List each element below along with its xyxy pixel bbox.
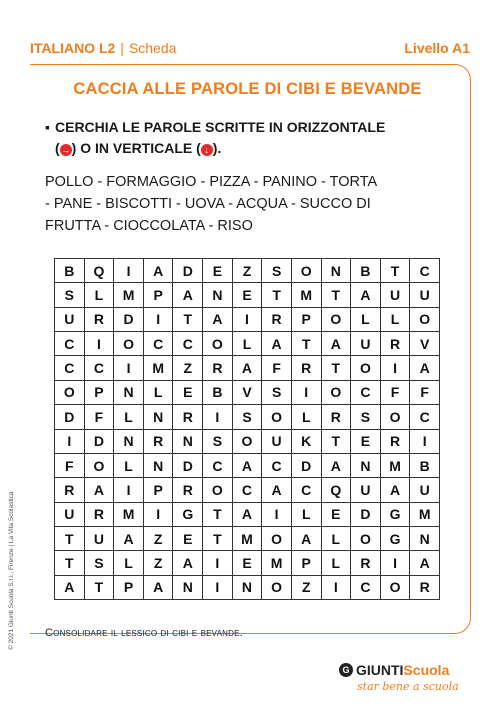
grid-cell[interactable]: O	[292, 259, 322, 283]
grid-cell[interactable]: O	[203, 332, 233, 356]
grid-cell[interactable]: P	[292, 551, 322, 575]
grid-cell[interactable]: I	[203, 551, 233, 575]
grid-cell[interactable]: O	[114, 332, 144, 356]
grid-cell[interactable]: O	[233, 430, 263, 454]
grid-cell[interactable]: E	[233, 551, 263, 575]
grid-cell[interactable]: O	[262, 405, 292, 429]
level-label: Livello A1	[404, 40, 470, 56]
grid-cell[interactable]: A	[144, 576, 174, 600]
grid-cell[interactable]: R	[351, 551, 381, 575]
grid-cell[interactable]: C	[173, 332, 203, 356]
grid-cell[interactable]: C	[262, 454, 292, 478]
grid-cell[interactable]: D	[292, 454, 322, 478]
giunti-logo-icon: G	[339, 663, 353, 677]
grid-cell[interactable]: C	[85, 356, 115, 380]
publisher-logo	[339, 662, 479, 702]
grid-cell[interactable]: D	[173, 259, 203, 283]
grid-cell[interactable]: A	[233, 503, 263, 527]
grid-cell[interactable]: L	[322, 527, 352, 551]
grid-cell[interactable]: C	[410, 405, 440, 429]
word-list	[45, 171, 435, 237]
grid-cell[interactable]: L	[114, 551, 144, 575]
header-left	[30, 40, 176, 56]
grid-cell[interactable]: R	[85, 308, 115, 332]
grid-cell[interactable]: G	[173, 503, 203, 527]
grid-cell[interactable]: U	[55, 308, 85, 332]
grid-cell[interactable]: M	[292, 283, 322, 307]
grid-cell[interactable]: N	[114, 430, 144, 454]
grid-cell[interactable]: R	[173, 405, 203, 429]
grid-cell[interactable]: L	[381, 308, 411, 332]
instruction	[45, 117, 455, 159]
grid-cell[interactable]: I	[144, 503, 174, 527]
grid-cell[interactable]: G	[381, 527, 411, 551]
grid-cell[interactable]: C	[203, 454, 233, 478]
grid-cell[interactable]: N	[322, 259, 352, 283]
arrow-down-icon: ↓	[201, 144, 213, 156]
grid-cell[interactable]: A	[233, 454, 263, 478]
grid-cell[interactable]: D	[351, 503, 381, 527]
grid-cell[interactable]: D	[173, 454, 203, 478]
grid-cell[interactable]: S	[85, 551, 115, 575]
grid-cell[interactable]: Z	[173, 356, 203, 380]
sheet-type-label: Scheda	[128, 40, 177, 56]
grid-cell[interactable]: T	[55, 551, 85, 575]
grid-cell[interactable]: O	[381, 405, 411, 429]
grid-cell[interactable]: M	[233, 527, 263, 551]
grid-cell[interactable]: A	[292, 527, 322, 551]
grid-cell[interactable]: C	[55, 356, 85, 380]
grid-cell[interactable]: T	[85, 576, 115, 600]
word-search-grid	[54, 258, 440, 600]
grid-cell[interactable]: R	[292, 356, 322, 380]
grid-cell[interactable]: K	[292, 430, 322, 454]
header-separator: |	[120, 40, 124, 56]
grid-cell[interactable]: E	[351, 430, 381, 454]
grid-cell[interactable]: I	[114, 259, 144, 283]
grid-cell[interactable]: F	[381, 381, 411, 405]
grid-cell[interactable]: S	[351, 405, 381, 429]
grid-cell[interactable]: O	[85, 454, 115, 478]
grid-cell[interactable]: I	[322, 576, 352, 600]
logo-brand-bold: GIUNTI	[356, 662, 404, 678]
grid-cell[interactable]: M	[114, 503, 144, 527]
grid-cell[interactable]: A	[85, 478, 115, 502]
grid-cell[interactable]: O	[351, 527, 381, 551]
grid-cell[interactable]: I	[233, 308, 263, 332]
grid-cell[interactable]: O	[262, 576, 292, 600]
grid-cell[interactable]: B	[203, 381, 233, 405]
grid-cell[interactable]: L	[114, 405, 144, 429]
grid-cell[interactable]: T	[292, 332, 322, 356]
grid-cell[interactable]: I	[144, 308, 174, 332]
page-header	[30, 38, 470, 58]
grid-cell[interactable]: E	[233, 283, 263, 307]
grid-cell[interactable]: U	[351, 332, 381, 356]
grid-cell[interactable]: C	[410, 259, 440, 283]
grid-cell[interactable]: L	[114, 454, 144, 478]
grid-cell[interactable]: F	[262, 356, 292, 380]
grid-cell[interactable]: C	[292, 478, 322, 502]
grid-cell[interactable]: I	[203, 576, 233, 600]
grid-cell[interactable]: I	[381, 356, 411, 380]
grid-cell[interactable]: R	[55, 478, 85, 502]
grid-cell[interactable]: T	[203, 527, 233, 551]
grid-cell[interactable]: S	[233, 405, 263, 429]
copyright-notice: © 2021 Giunti Scuola S.r.l., Firenze | La Vita Scolastica	[8, 491, 15, 650]
grid-cell[interactable]: S	[55, 283, 85, 307]
grid-cell[interactable]: L	[85, 283, 115, 307]
word-list-line: FRUTTA - CIOCCOLATA - RISO	[45, 218, 253, 234]
grid-cell[interactable]: C	[351, 381, 381, 405]
grid-cell[interactable]: M	[410, 503, 440, 527]
grid-cell[interactable]: R	[322, 405, 352, 429]
grid-cell[interactable]: O	[203, 478, 233, 502]
grid-cell[interactable]: N	[114, 381, 144, 405]
grid-cell[interactable]: P	[292, 308, 322, 332]
grid-cell[interactable]: M	[262, 551, 292, 575]
grid-cell[interactable]: A	[381, 478, 411, 502]
grid-cell[interactable]: O	[322, 308, 352, 332]
grid-cell[interactable]: V	[233, 381, 263, 405]
grid-cell[interactable]: O	[322, 381, 352, 405]
grid-cell[interactable]: Q	[322, 478, 352, 502]
grid-cell[interactable]: U	[262, 430, 292, 454]
grid-cell[interactable]: L	[351, 308, 381, 332]
grid-cell[interactable]: R	[410, 576, 440, 600]
grid-cell[interactable]: N	[410, 527, 440, 551]
grid-cell[interactable]: S	[262, 381, 292, 405]
grid-cell[interactable]: L	[233, 332, 263, 356]
grid-cell[interactable]: N	[173, 430, 203, 454]
grid-cell[interactable]: S	[203, 430, 233, 454]
grid-cell[interactable]: R	[381, 430, 411, 454]
logo-brand	[339, 662, 479, 678]
grid-cell[interactable]: A	[410, 551, 440, 575]
grid-cell[interactable]: Z	[144, 551, 174, 575]
grid-cell[interactable]: A	[144, 259, 174, 283]
subject-label: ITALIANO L2	[30, 40, 116, 56]
grid-cell[interactable]: P	[144, 283, 174, 307]
grid-cell[interactable]: I	[55, 430, 85, 454]
grid-cell[interactable]: U	[85, 527, 115, 551]
grid-cell[interactable]: U	[381, 283, 411, 307]
grid-cell[interactable]: U	[410, 478, 440, 502]
word-list-line: POLLO - FORMAGGIO - PIZZA - PANINO - TORTA	[45, 174, 378, 190]
grid-cell[interactable]: E	[173, 527, 203, 551]
grid-cell[interactable]: N	[144, 405, 174, 429]
grid-cell[interactable]: U	[410, 283, 440, 307]
grid-cell[interactable]: R	[85, 503, 115, 527]
grid-cell[interactable]: R	[173, 478, 203, 502]
grid-cell[interactable]: D	[114, 308, 144, 332]
grid-cell[interactable]: I	[262, 503, 292, 527]
grid-cell[interactable]: I	[292, 381, 322, 405]
grid-cell[interactable]: R	[381, 332, 411, 356]
grid-cell[interactable]: O	[55, 381, 85, 405]
grid-cell[interactable]: T	[173, 308, 203, 332]
grid-cell[interactable]: L	[292, 503, 322, 527]
grid-cell[interactable]: I	[381, 551, 411, 575]
grid-cell[interactable]: I	[203, 405, 233, 429]
grid-cell[interactable]: A	[173, 283, 203, 307]
grid-cell[interactable]: L	[292, 405, 322, 429]
instruction-line-2: ( → ) O IN VERTICALE ( ↓ ).	[55, 140, 222, 156]
grid-cell[interactable]: P	[114, 576, 144, 600]
grid-cell[interactable]: S	[262, 259, 292, 283]
grid-cell[interactable]: M	[144, 356, 174, 380]
grid-cell[interactable]: C	[55, 332, 85, 356]
grid-cell[interactable]: I	[410, 430, 440, 454]
grid-cell[interactable]: A	[203, 308, 233, 332]
grid-cell[interactable]: G	[381, 503, 411, 527]
grid-cell[interactable]: A	[55, 576, 85, 600]
grid-cell[interactable]: B	[351, 259, 381, 283]
grid-cell[interactable]: T	[203, 503, 233, 527]
grid-cell[interactable]: P	[144, 478, 174, 502]
grid-cell[interactable]: Z	[144, 527, 174, 551]
grid-cell[interactable]: E	[203, 259, 233, 283]
grid-cell[interactable]: I	[114, 478, 144, 502]
grid-cell[interactable]: A	[410, 356, 440, 380]
grid-cell[interactable]: A	[322, 332, 352, 356]
grid-cell[interactable]: A	[322, 454, 352, 478]
grid-cell[interactable]: O	[381, 576, 411, 600]
grid-cell[interactable]: N	[144, 454, 174, 478]
grid-cell[interactable]: C	[351, 576, 381, 600]
grid-cell[interactable]: N	[233, 576, 263, 600]
grid-cell[interactable]: I	[114, 356, 144, 380]
grid-cell[interactable]: I	[85, 332, 115, 356]
grid-cell[interactable]: T	[322, 430, 352, 454]
instruction-line-1: ▪ CERCHIA LE PAROLE SCRITTE IN ORIZZONTALE	[45, 117, 455, 138]
grid-cell[interactable]: U	[55, 503, 85, 527]
grid-cell[interactable]: N	[173, 576, 203, 600]
grid-cell[interactable]: A	[173, 551, 203, 575]
grid-cell[interactable]: T	[55, 527, 85, 551]
grid-cell[interactable]: A	[262, 478, 292, 502]
grid-cell[interactable]: M	[114, 283, 144, 307]
worksheet-title: CACCIA ALLE PAROLE DI CIBI E BEVANDE	[73, 80, 422, 98]
grid-cell[interactable]: Z	[233, 259, 263, 283]
grid-cell[interactable]: F	[55, 454, 85, 478]
bullet-icon: ▪	[45, 119, 50, 135]
grid-cell[interactable]: M	[381, 454, 411, 478]
grid-cell[interactable]: T	[381, 259, 411, 283]
grid-cell[interactable]: A	[233, 356, 263, 380]
grid-cell[interactable]: P	[85, 381, 115, 405]
grid-cell[interactable]: A	[114, 527, 144, 551]
grid-cell[interactable]: A	[351, 283, 381, 307]
grid-cell[interactable]: E	[173, 381, 203, 405]
grid-cell[interactable]: R	[262, 308, 292, 332]
logo-tagline: star bene a scuola	[357, 680, 459, 693]
grid-cell[interactable]: O	[410, 308, 440, 332]
arrow-right-icon: →	[61, 145, 71, 155]
grid-cell[interactable]: A	[262, 332, 292, 356]
grid-cell[interactable]: D	[85, 430, 115, 454]
word-list-line: - PANE - BISCOTTI - UOVA - ACQUA - SUCCO DI	[45, 196, 371, 212]
grid-cell[interactable]: F	[85, 405, 115, 429]
grid-cell[interactable]: L	[322, 551, 352, 575]
grid-cell[interactable]: Q	[85, 259, 115, 283]
grid-cell[interactable]: C	[144, 332, 174, 356]
grid-cell[interactable]: F	[410, 381, 440, 405]
grid-cell[interactable]: R	[144, 430, 174, 454]
grid-cell[interactable]: O	[262, 527, 292, 551]
grid-cell[interactable]: L	[144, 381, 174, 405]
learning-goal: Consolidare il lessico di cibi e bevande.	[45, 627, 243, 639]
grid-cell[interactable]: T	[322, 283, 352, 307]
grid-cell[interactable]: D	[55, 405, 85, 429]
grid-cell[interactable]: R	[203, 356, 233, 380]
grid-cell[interactable]: E	[322, 503, 352, 527]
grid-cell[interactable]: N	[203, 283, 233, 307]
grid-cell[interactable]: N	[351, 454, 381, 478]
logo-brand-color: Scuola	[403, 662, 450, 678]
grid-cell[interactable]: B	[410, 454, 440, 478]
grid-cell[interactable]: O	[351, 356, 381, 380]
grid-cell[interactable]: T	[322, 356, 352, 380]
grid-cell[interactable]: B	[55, 259, 85, 283]
grid-cell[interactable]: C	[233, 478, 263, 502]
grid-cell[interactable]: T	[262, 283, 292, 307]
grid-cell[interactable]: V	[410, 332, 440, 356]
grid-cell[interactable]: U	[351, 478, 381, 502]
grid-cell[interactable]: Z	[292, 576, 322, 600]
